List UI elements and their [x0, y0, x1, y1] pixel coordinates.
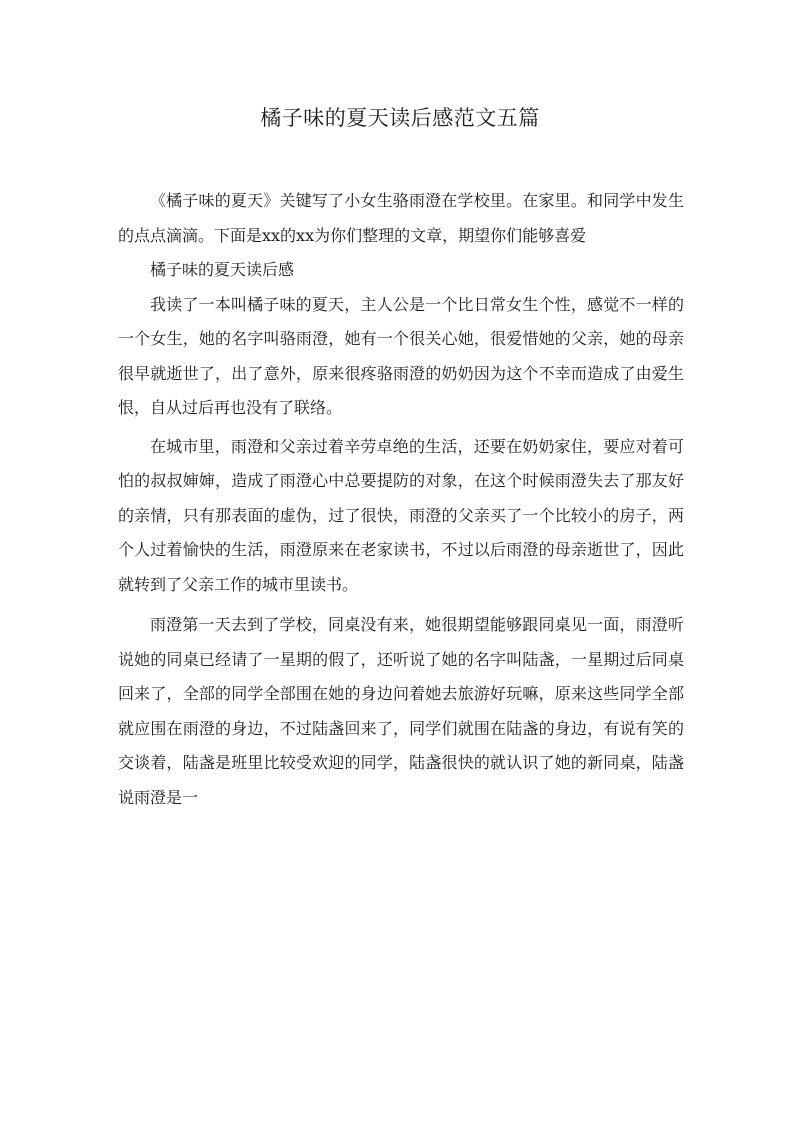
body-paragraph: 我读了一本叫橘子味的夏天，主人公是一个比日常女生个性，感觉不一样的一个女生，她的名字叫骆雨澄，她有一个很关心她，很爱惜她的父亲，她的母亲很早就逝世了，出了意外，原来很疼骆雨澄的奶奶因为这个不幸而造成了由爱生恨，自从过后再也没有了联络。	[118, 294, 684, 417]
document-body	[118, 184, 684, 815]
section-subheading: 橘子味的夏天读后感	[150, 260, 295, 279]
document-title: 橘子味的夏天读后感范文五篇	[260, 106, 540, 130]
body-paragraph: 雨澄第一天去到了学校，同桌没有来，她很期望能够跟同桌见一面，雨澄听说她的同桌已经请了一星期的假了，还听说了她的名字叫陆盏，一星期过后同桌回来了，全部的同学全部围在她的身边问着她去旅游好玩嘛，原来这些同学全部就应围在雨澄的身边，不过陆盏回来了，同学们就围在陆盏的身边，有说有笑的交谈着，陆盏是班里比较受欢迎的同学，陆盏很快的就认识了她的新同桌，陆盏说雨澄是一	[118, 615, 684, 807]
body-paragraph: 在城市里，雨澄和父亲过着辛劳卓绝的生活，还要在奶奶家住，要应对着可怕的叔叔婶婶，造成了雨澄心中总要提防的对象，在这个时候雨澄失去了那友好的亲情，只有那表面的虚伪，过了很快，雨澄的父亲买了一个比较小的房子，两个人过着愉快的生活，雨澄原来在老家读书，不过以后雨澄的母亲逝世了，因此就转到了父亲工作的城市里读书。	[118, 436, 684, 594]
intro-paragraph: 《橘子味的夏天》关键写了小女生骆雨澄在学校里。在家里。和同学中发生的点点滴滴。下面是xx的xx为你们整理的文章，期望你们能够喜爱	[118, 191, 684, 245]
